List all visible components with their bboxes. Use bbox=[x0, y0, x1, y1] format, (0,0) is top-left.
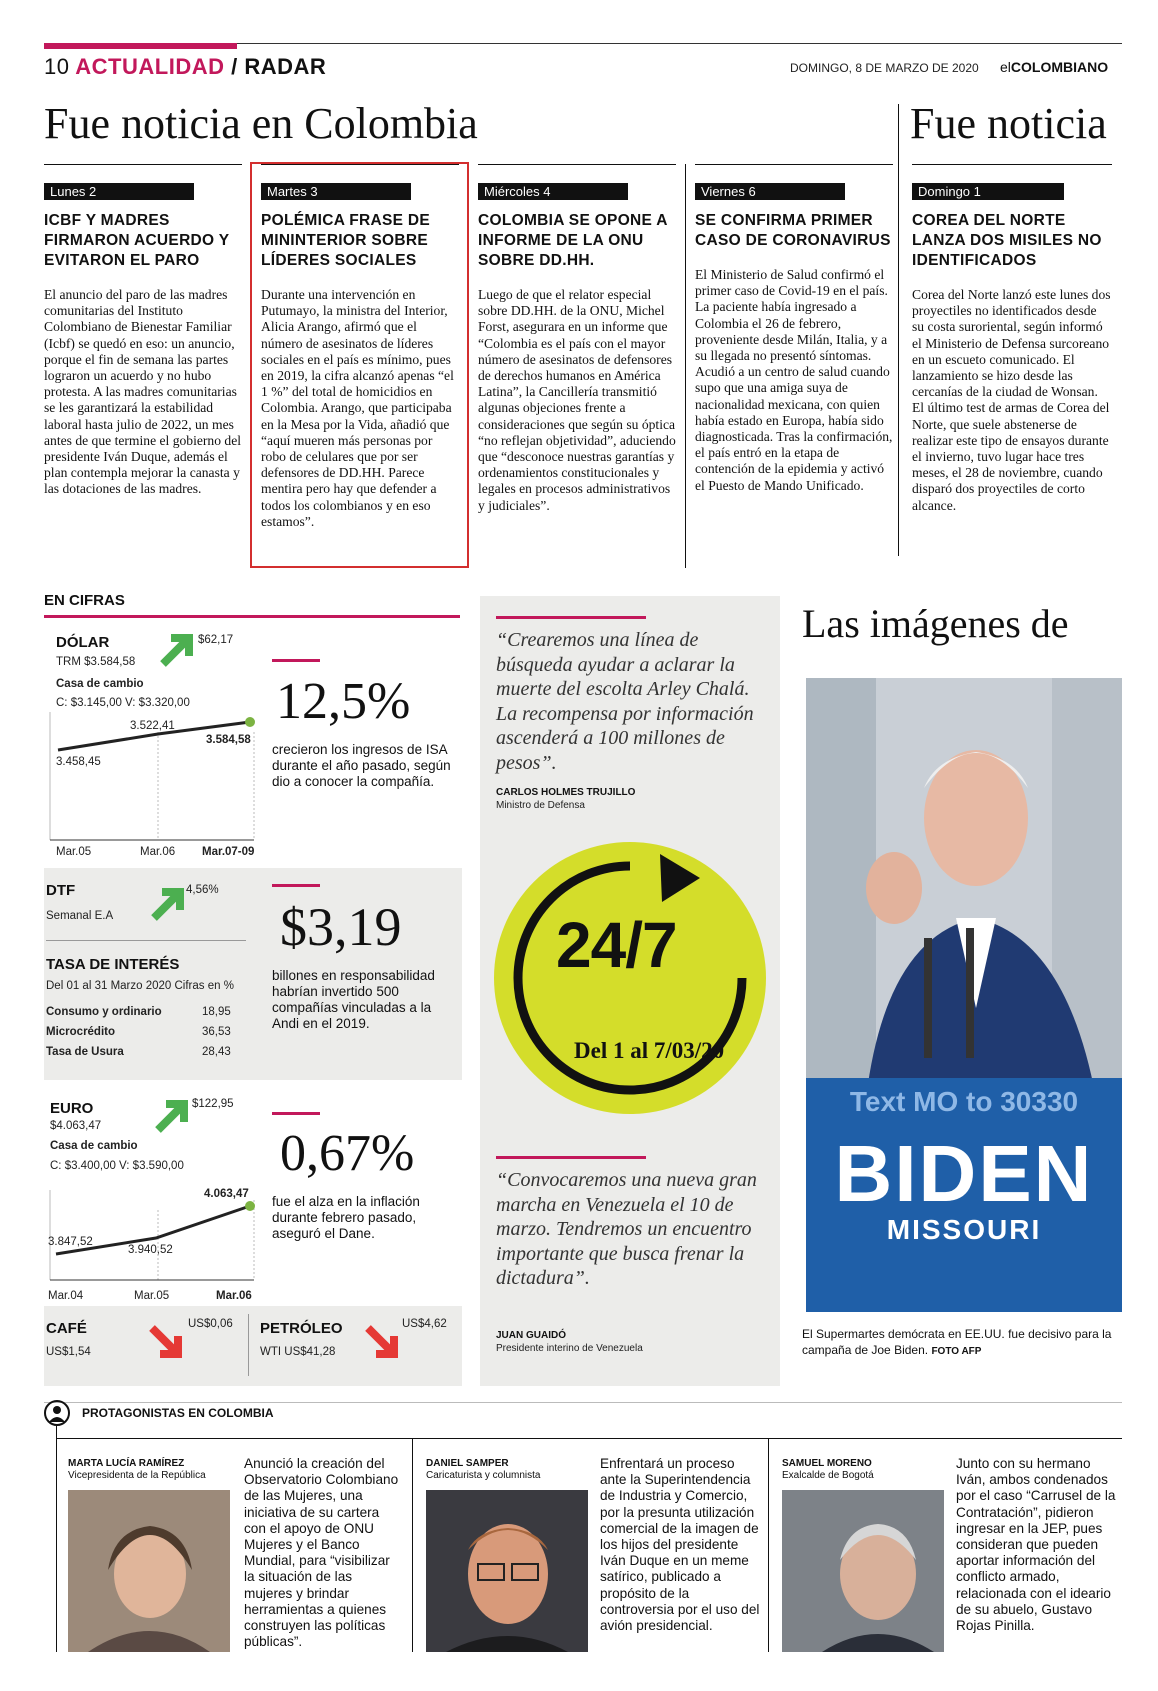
euro-last-point bbox=[245, 1201, 255, 1211]
euro-price: $4.063,47 bbox=[50, 1120, 102, 1132]
news-column bbox=[695, 164, 893, 494]
person-photo bbox=[782, 1490, 944, 1652]
dolar-line-chart bbox=[44, 712, 262, 852]
news-body: Durante una intervención en Putumayo, la ministra del Interior, Alicia Arango, afirmó que el número de asesinatos de líderes sociales en el país es mínimo, pues en 2019, la cifra alcanzó apenas “el 1 %” del total de homicidios en Colombia. Arango, que participaba en la Mesa por la Vida, añadió que “aquí mueren más personas por robo de celulares que por ser defensores de DD.HH. Parece mentira pero hay que defender a todos los colombianos y en eso estamos”. bbox=[261, 287, 454, 529]
euro-change: $122,95 bbox=[192, 1098, 234, 1110]
stat-text: billones en responsabilidad habrían invertido 500 compañías vinculadas a la Andi en el 2019. bbox=[272, 968, 435, 1031]
dolar-last-point bbox=[245, 717, 255, 727]
stat-accent bbox=[272, 1112, 320, 1115]
sign-bottom-text: MISSOURI bbox=[886, 1214, 1042, 1245]
petroleo-change: US$4,62 bbox=[402, 1318, 447, 1330]
tasa-sub: Del 01 al 31 Marzo 2020 Cifras en % bbox=[46, 980, 234, 992]
brand-logo bbox=[1000, 59, 1108, 75]
stat-value: 0,67% bbox=[280, 1125, 415, 1182]
news-title: COLOMBIA SE OPONE A INFORME DE LA ONU SOBRE DD.HH. bbox=[478, 212, 668, 269]
person-name: DANIEL SAMPER bbox=[426, 1458, 509, 1469]
day-tag: Viernes 6 bbox=[695, 183, 845, 200]
dolar-value: 3.458,45 bbox=[56, 756, 101, 768]
dolar-trm: TRM $3.584,58 bbox=[56, 656, 136, 668]
arrow-down-icon bbox=[146, 1322, 186, 1362]
mic-stand bbox=[966, 928, 974, 1058]
badge-subtext: Del 1 al 7/03/20 bbox=[574, 1038, 725, 1063]
news-body: El anuncio del paro de las madres comunitarias del Instituto Colombiano de Bienestar Familiar (Icbf) se quedó en eso: un anuncio, porque el fin de semana las partes lograron un acuerdo y no hubo protesta. A las madres comunitarias se les garantizará la estabilidad laboral hasta julio de 2022, un mes antes de que termine el gobierno del presidente Iván Duque, además el plan contempla mejorar la canasta y las dotaciones de las madres. bbox=[44, 287, 242, 497]
tasa-row-value: 28,43 bbox=[202, 1046, 231, 1058]
news-body: Corea del Norte lanzó este lunes dos proyectiles no identificados desde su costa suroriental, según informó el Ministerio de Defensa surcoreano en un escueto comunicado. El lanzamiento se hizo desde las cercanías de la ciudad de Wonsan. El último test de armas de Corea del Norte, que suele abstenerse de realizar este tipo de ensayos durante el invierno, tuvo lugar hace tres meses, el 28 de noviembre, cuando disparó dos proyectiles de corto alcance. bbox=[912, 287, 1111, 513]
tasa-row-value: 18,95 bbox=[202, 1006, 231, 1018]
person-text: Enfrentará un proceso ante la Superintendencia de Industria y Comercio, por la presunta utilización comercial de la imagen de los hijos del presidente Iván Duque en un meme satírico, publicado a propósito de la controversia por el uso del avión presidencial. bbox=[600, 1456, 760, 1634]
hand bbox=[866, 852, 922, 924]
euro-date: Mar.06 bbox=[216, 1290, 252, 1302]
cafe-price: US$1,54 bbox=[46, 1346, 91, 1358]
quote-role: Ministro de Defensa bbox=[496, 800, 585, 811]
euro-label: EURO bbox=[50, 1100, 94, 1117]
news-column bbox=[912, 164, 1112, 514]
stat-text: crecieron los ingresos de ISA durante el año pasado, según dio a conocer la compañía. bbox=[272, 742, 451, 789]
badge-text: 24/7 bbox=[556, 909, 677, 981]
person-name: SAMUEL MORENO bbox=[782, 1458, 872, 1469]
brand-prefix: el bbox=[1000, 59, 1011, 75]
person-photo bbox=[68, 1490, 230, 1652]
euro-value: 4.063,47 bbox=[204, 1188, 249, 1200]
arrow-down-icon bbox=[362, 1322, 402, 1362]
euro-casa: Casa de cambio bbox=[50, 1140, 138, 1152]
quote-accent bbox=[496, 1156, 646, 1159]
dtf-label: DTF bbox=[46, 882, 76, 899]
tasa-row-value: 36,53 bbox=[202, 1026, 231, 1038]
subsection-name: / RADAR bbox=[231, 54, 327, 79]
euro-value: 3.940,52 bbox=[128, 1244, 173, 1256]
section-name: ACTUALIDAD bbox=[75, 54, 225, 79]
divider bbox=[768, 1438, 769, 1652]
news-column bbox=[44, 164, 242, 498]
person-photo bbox=[426, 1490, 588, 1652]
tasa-row-name: Consumo y ordinario bbox=[46, 1006, 162, 1018]
protagonistas-title: PROTAGONISTAS EN COLOMBIA bbox=[82, 1406, 274, 1420]
head bbox=[924, 750, 1028, 886]
euro-cv: C: $3.400,00 V: $3.590,00 bbox=[50, 1160, 184, 1172]
dolar-date: Mar.07-09 bbox=[202, 846, 255, 858]
news-title: SE CONFIRMA PRIMER CASO DE CORONAVIRUS bbox=[695, 212, 891, 249]
quote-text: “Convocaremos una nueva gran marcha en Venezuela el 10 de marzo. Tendremos un encuentro importante que busca frenar la dictadura”. bbox=[496, 1169, 757, 1289]
divider bbox=[56, 1438, 1122, 1439]
stat-accent bbox=[272, 659, 320, 662]
quote-accent bbox=[496, 616, 646, 619]
cifras-rule bbox=[44, 615, 460, 618]
tasa-label: TASA DE INTERÉS bbox=[46, 956, 180, 973]
sign-main-text: BIDEN bbox=[834, 1129, 1094, 1218]
caption-text: El Supermartes demócrata en EE.UU. fue decisivo para la campaña de Joe Biden. bbox=[802, 1327, 1112, 1357]
petroleo-price: WTI US$41,28 bbox=[260, 1346, 336, 1358]
headline-colombia: Fue noticia en Colombia bbox=[44, 99, 478, 148]
dolar-cv: C: $3.145,00 V: $3.320,00 bbox=[56, 697, 190, 709]
day-tag: Martes 3 bbox=[261, 183, 411, 200]
person-role: Exalcalde de Bogotá bbox=[782, 1470, 874, 1481]
divider bbox=[46, 940, 246, 941]
dolar-date: Mar.05 bbox=[56, 846, 92, 858]
mic-stand bbox=[924, 938, 932, 1058]
news-title: COREA DEL NORTE LANZA DOS MISILES NO IDENTIFICADOS bbox=[912, 212, 1102, 269]
photo-credit: FOTO AFP bbox=[931, 1346, 982, 1357]
news-title: ICBF Y MADRES FIRMARON ACUERDO Y EVITARON EL PARO bbox=[44, 212, 230, 269]
dtf-sub: Semanal E.A bbox=[46, 910, 114, 922]
person-text: Junto con su hermano Iván, ambos condenados por el caso “Carrusel de la Contratación”, pidieron ingresar en la JEP, pues consideran que pueden aportar información del conflicto armado, relacionada con el ideario de su abuelo, Gustavo Rojas Pinilla. bbox=[956, 1456, 1116, 1634]
top-accent-bar bbox=[44, 43, 237, 49]
divider bbox=[56, 1426, 57, 1652]
person-role: Vicepresidenta de la República bbox=[68, 1470, 206, 1481]
sign-top-text: Text MO to 30330 bbox=[849, 1086, 1079, 1117]
column-separator bbox=[898, 104, 899, 556]
news-body: El Ministerio de Salud confirmó el primer caso de Covid-19 en el país. La paciente había ingresado a Colombia el 26 de febrero, proveniente desde Milán, Italia, y a su llegada no presentó síntomas. Acudió a un centro de salud cuando supo que una amiga suya de nacionalidad mexicana, con quien había estado en Europa, había sido diagnosticada. Tras la confirmación, el país entró en la etapa de contención de la epidemia y activó el Puesto de Mando Unificado. bbox=[695, 267, 893, 493]
quote-author: CARLOS HOLMES TRUJILLO bbox=[496, 787, 636, 798]
divider bbox=[412, 1438, 413, 1652]
euro-value: 3.847,52 bbox=[48, 1236, 93, 1248]
news-title: POLÉMICA FRASE DE MININTERIOR SOBRE LÍDERES SOCIALES bbox=[261, 212, 431, 269]
person-role: Caricaturista y columnista bbox=[426, 1470, 541, 1481]
dolar-value: 3.522,41 bbox=[130, 720, 175, 732]
stat-text: fue el alza en la inflación durante febrero pasado, aseguró el Dane. bbox=[272, 1194, 420, 1241]
dolar-date: Mar.06 bbox=[140, 846, 176, 858]
quote-author: JUAN GUAIDÓ bbox=[496, 1330, 567, 1341]
divider bbox=[44, 1402, 1122, 1403]
person-text: Anunció la creación del Observatorio Colombiano de las Mujeres, una iniciativa de su cartera con el apoyo de ONU Mujeres y el Banco Mundial, para “visibilizar la situación de las mujeres y brindar herramientas a quienes construyen las políticas públicas”. bbox=[244, 1456, 399, 1650]
quote-text: “Crearemos una línea de búsqueda ayudar a aclarar la muerte del escolta Arley Chalá. La recompensa por información ascenderá a 100 millones de pesos”. bbox=[496, 629, 754, 774]
person-name: MARTA LUCÍA RAMÍREZ bbox=[68, 1458, 185, 1469]
news-body: Luego de que el relator especial sobre DD.HH. de la ONU, Michel Forst, asegurara en un informe que “Colombia es el país con el mayor número de asesinatos de defensores de derechos humanos en América Latina”, la Cancillería transmitió algunas objeciones frente a consideraciones que según su óptica “no reflejan objetividad”, aduciendo que “desconoce nuestras garantías y ordenamientos constitucionales y legales en procesos administrativos y judiciales”. bbox=[478, 287, 676, 513]
day-tag: Lunes 2 bbox=[44, 183, 194, 200]
euro-date: Mar.05 bbox=[134, 1290, 170, 1302]
arrow-up-icon bbox=[157, 630, 197, 670]
euro-date: Mar.04 bbox=[48, 1290, 84, 1302]
stat-value: 12,5% bbox=[276, 673, 411, 730]
petroleo-label: PETRÓLEO bbox=[260, 1320, 343, 1337]
issue-date: DOMINGO, 8 DE MARZO DE 2020 bbox=[790, 61, 979, 75]
photo-caption bbox=[802, 1326, 1122, 1360]
news-column bbox=[478, 164, 676, 514]
imagenes-title: Las imágenes de bbox=[802, 601, 1069, 646]
person-icon bbox=[44, 1400, 70, 1426]
headline-mundo: Fue noticia bbox=[910, 99, 1107, 148]
arrow-up-icon bbox=[148, 884, 188, 924]
brand-name: COLOMBIANO bbox=[1010, 59, 1109, 75]
stat-accent bbox=[272, 884, 320, 887]
tasa-row-name: Tasa de Usura bbox=[46, 1046, 124, 1058]
cafe-change: US$0,06 bbox=[188, 1318, 233, 1330]
dtf-change: 4,56% bbox=[186, 884, 219, 896]
day-tag: Miércoles 4 bbox=[478, 183, 628, 200]
highlight-box bbox=[250, 162, 469, 568]
cifras-title: EN CIFRAS bbox=[44, 592, 125, 609]
dolar-value: 3.584,58 bbox=[206, 734, 251, 746]
dolar-label: DÓLAR bbox=[56, 634, 110, 651]
tasa-row-name: Microcrédito bbox=[46, 1026, 116, 1038]
cafe-label: CAFÉ bbox=[46, 1320, 87, 1337]
page-number: 10 bbox=[44, 54, 70, 79]
dolar-change: $62,17 bbox=[198, 634, 234, 646]
arrow-up-icon bbox=[152, 1096, 192, 1136]
day-tag: Domingo 1 bbox=[912, 183, 1064, 200]
building-left bbox=[806, 678, 876, 1098]
section-label bbox=[44, 54, 326, 80]
quote-role: Presidente interino de Venezuela bbox=[496, 1343, 643, 1354]
column-separator bbox=[685, 164, 686, 568]
stat-value: $3,19 bbox=[280, 897, 402, 957]
dolar-casa: Casa de cambio bbox=[56, 678, 144, 690]
divider bbox=[248, 1314, 249, 1376]
